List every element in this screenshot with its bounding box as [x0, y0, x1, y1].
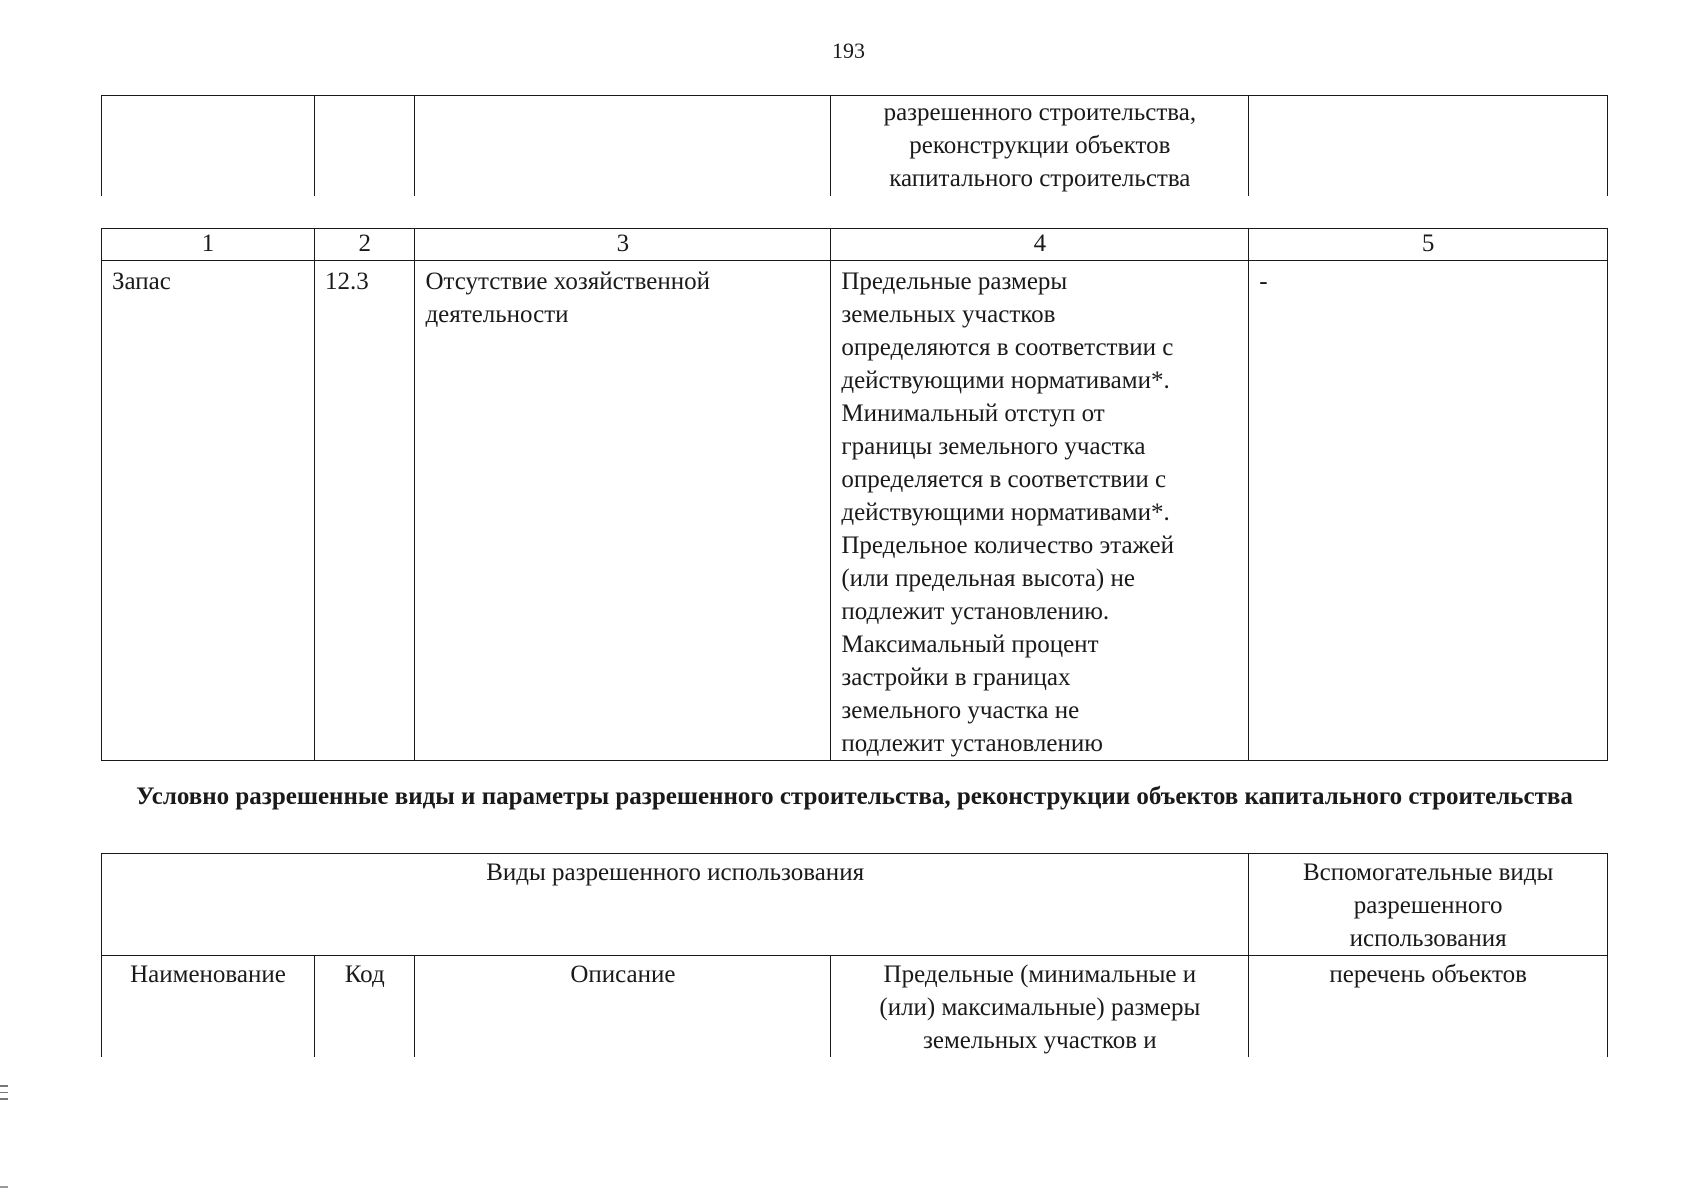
column-number: 1	[102, 229, 315, 261]
use-description-cell: Отсутствие хозяйственной деятельности	[415, 261, 831, 761]
auxiliary-uses-header: Вспомогательные виды разрешенного использования	[1249, 854, 1608, 956]
name-header: Наименование	[102, 956, 315, 1058]
top-cell-2	[314, 96, 414, 197]
column-number: 3	[415, 229, 831, 261]
header-row	[102, 854, 1608, 956]
binding-margin-dash	[0, 1186, 8, 1188]
top-cell-5	[1249, 96, 1608, 197]
use-name-cell: Запас	[102, 261, 315, 761]
top-cell-4: разрешенного строительства, реконструкции объектов капитального строительства	[831, 96, 1249, 197]
permitted-use-table	[101, 228, 1608, 761]
column-number: 5	[1249, 229, 1608, 261]
section-heading: Условно разрешенные виды и параметры разрешенного строительства, реконструкции объектов капитального строительства	[136, 783, 1573, 810]
code-header: Код	[314, 956, 414, 1058]
top-cell-3	[415, 96, 831, 197]
conditional-use-table	[101, 853, 1608, 1057]
column-number: 4	[831, 229, 1249, 261]
description-header: Описание	[415, 956, 831, 1058]
column-number: 2	[314, 229, 414, 261]
binding-margin-mark	[0, 1085, 8, 1105]
column-number-row	[102, 229, 1608, 261]
top-cell-1	[102, 96, 315, 197]
parameters-header: Предельные (минимальные и (или) максимальные) размеры земельных участков и	[831, 956, 1249, 1058]
aux-list-header: перечень объектов	[1249, 956, 1608, 1058]
page-number: 193	[832, 38, 865, 63]
permitted-uses-header: Виды разрешенного использования	[102, 854, 1249, 956]
table-row	[102, 261, 1608, 761]
use-code-cell: 12.3	[314, 261, 414, 761]
auxiliary-uses-cell: -	[1249, 261, 1608, 761]
subheader-row	[102, 956, 1608, 1058]
use-parameters-cell: Предельные размеры земельных участков определяются в соответствии с действующими нормативами*. Минимальный отступ от границы земельного участка определяется в соответствии с действующими нормативами*. Предельное количество этажей (или предельная высота) не подлежит установлению. Максимальный процент застройки в границах земельного участка не подлежит установлению	[831, 261, 1249, 761]
continued-table-fragment	[101, 95, 1608, 196]
